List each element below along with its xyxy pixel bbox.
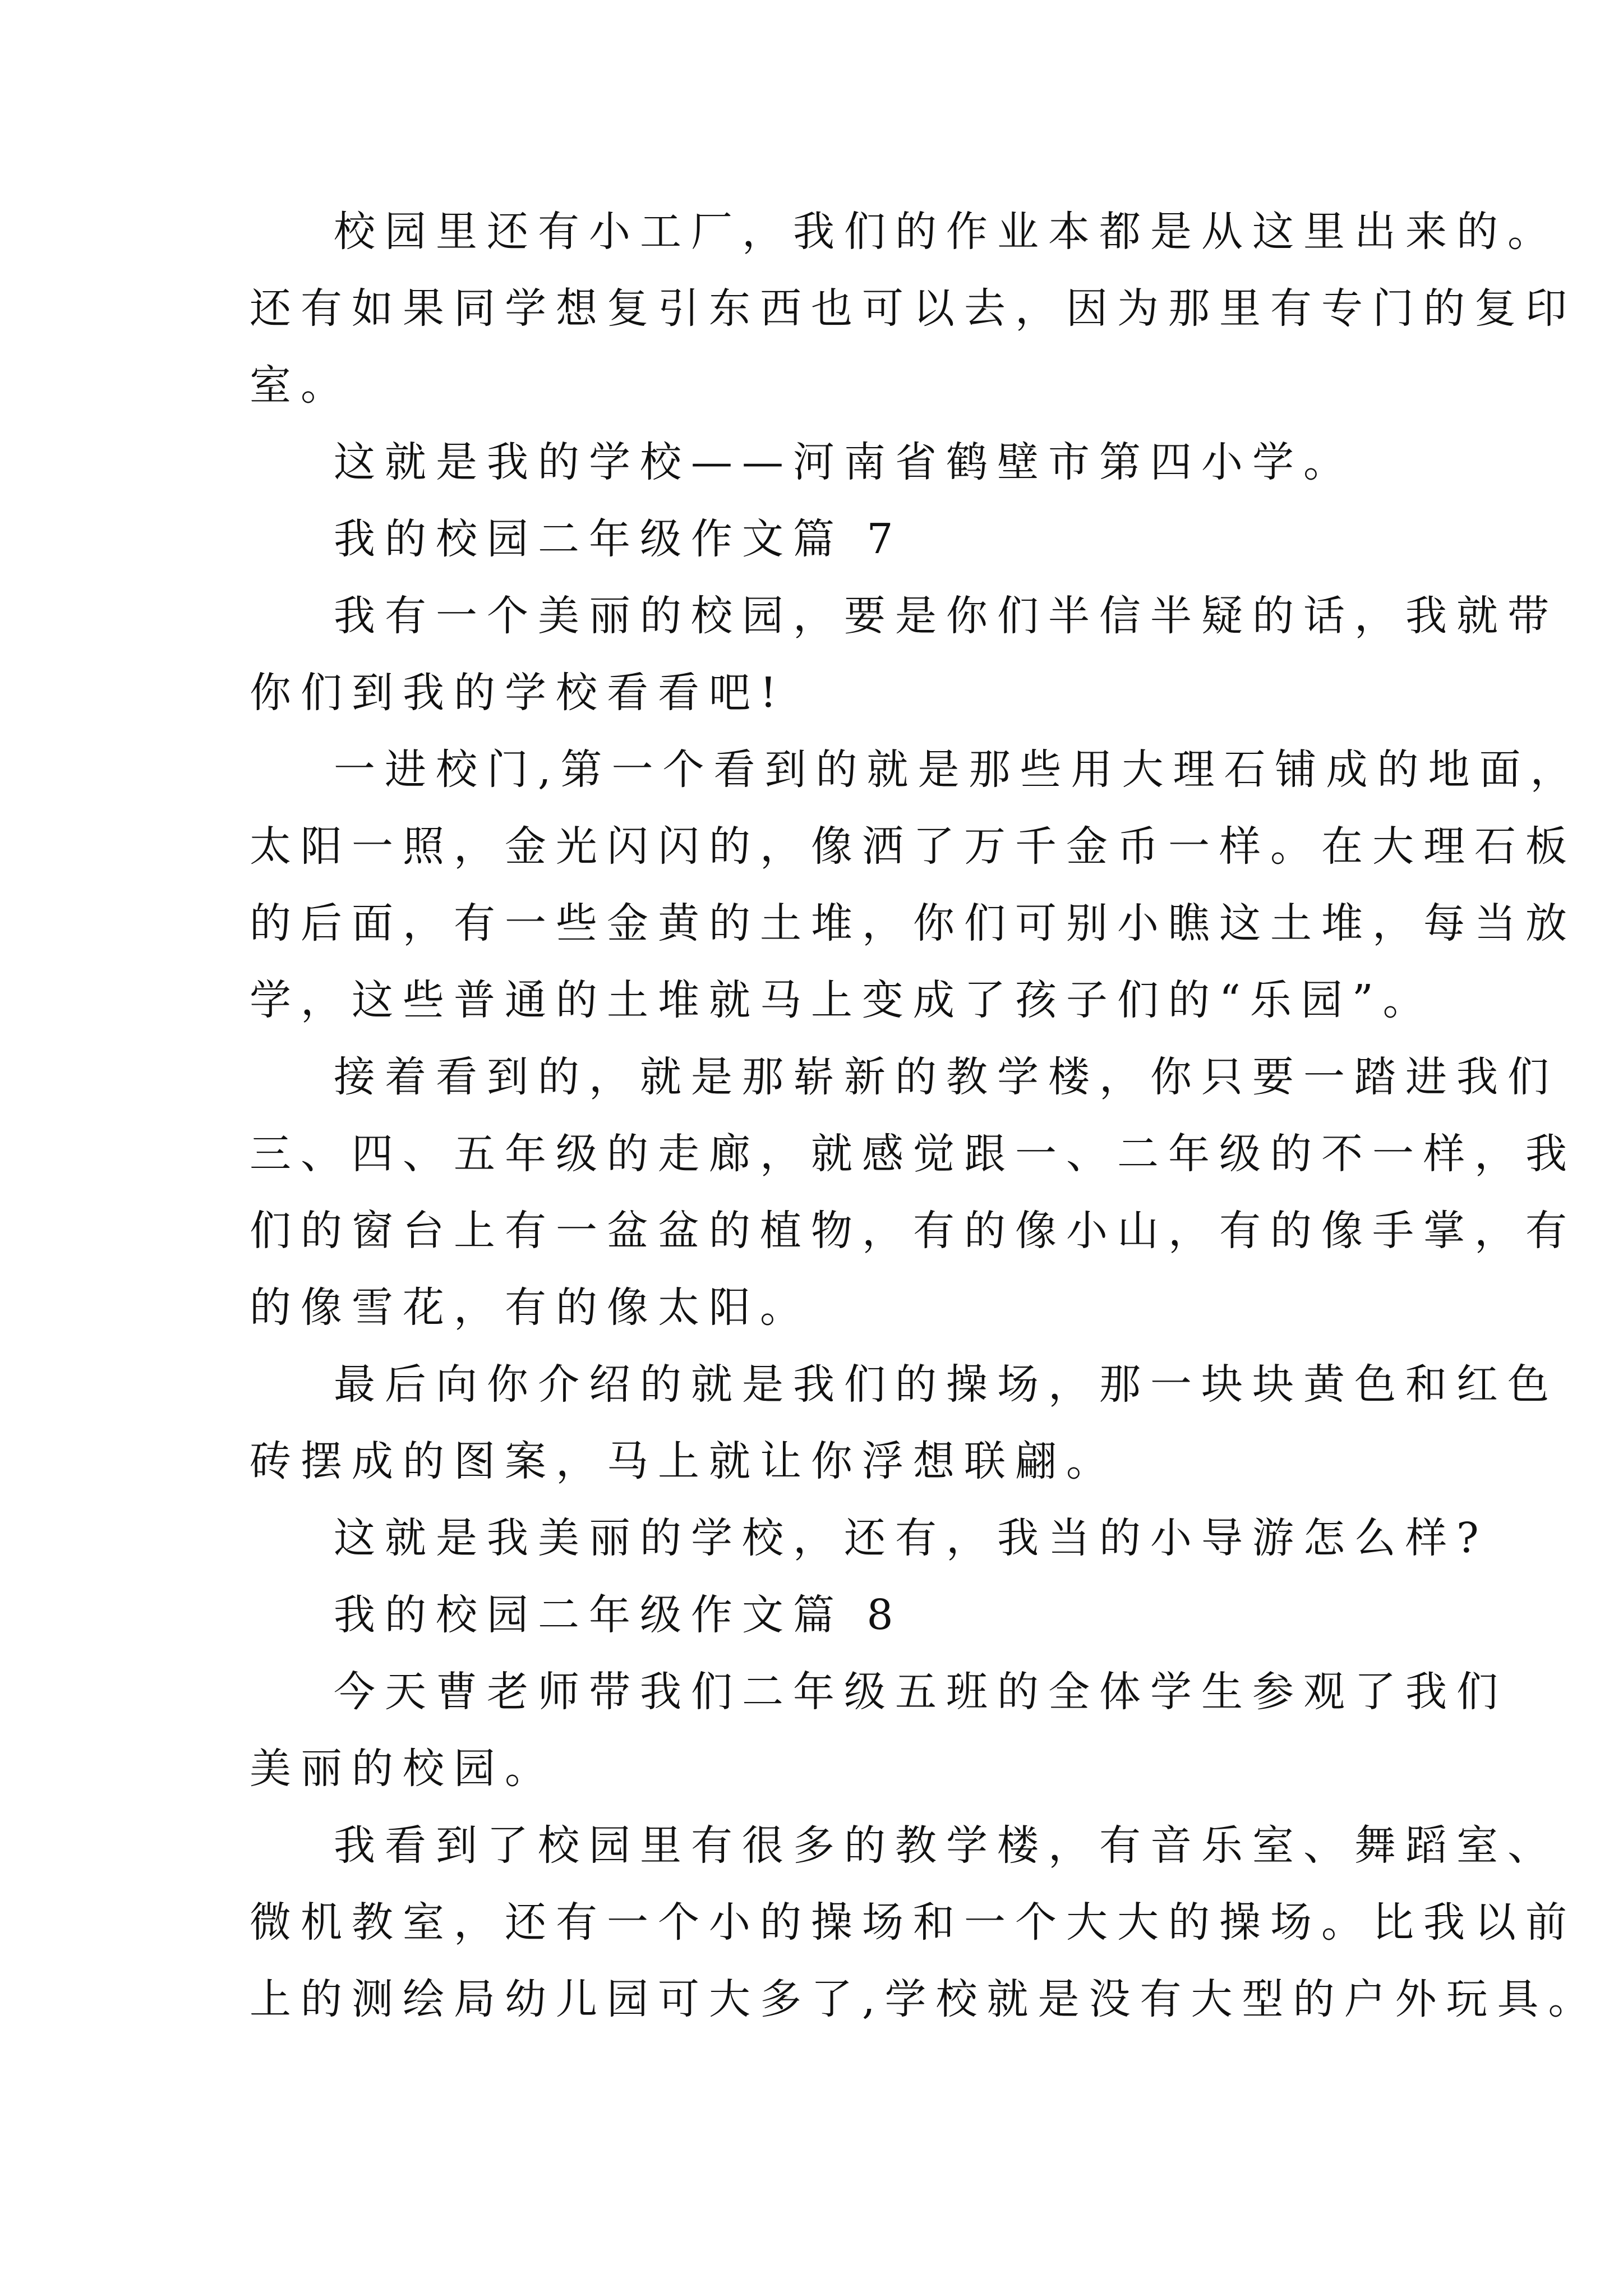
paragraph	[250, 731, 1581, 1039]
paragraph-line: 三、四、五年级的走廊，就感觉跟一、二年级的不一样，我	[250, 1130, 1576, 1178]
paragraph-line: 的后面，有一些金黄的土堆，你们可别小瞧这土堆，每当放	[250, 899, 1576, 947]
paragraph-line: 我有一个美丽的校园，要是你们半信半疑的话，我就带	[334, 592, 1559, 640]
paragraph-line: 还有如果同学想复引东西也可以去，因为那里有专门的复印	[250, 284, 1576, 333]
section-heading	[250, 1577, 1382, 1654]
paragraph-line: 们的窗台上有一盆盆的植物，有的像小山，有的像手掌，有	[250, 1207, 1576, 1255]
paragraph-line: 学，这些普通的土堆就马上变成了孩子们的“乐园”。	[250, 976, 1434, 1024]
paragraph-line: 校园里还有小工厂，我们的作业本都是从这里出来的。	[334, 208, 1559, 256]
paragraph	[250, 578, 1559, 731]
paragraph-line: 这就是我美丽的学校，还有，我当的小导游怎么样?	[334, 1514, 1488, 1562]
paragraph	[250, 194, 1576, 424]
paragraph-line: 上的测绘局幼儿园可大多了,学校就是没有大型的户外玩具。	[250, 1975, 1599, 2023]
paragraph	[250, 1654, 1507, 1807]
paragraph	[250, 1039, 1576, 1346]
paragraph	[250, 424, 1382, 501]
section-heading-text: 我的校园二年级作文篇 8	[334, 1591, 903, 1639]
paragraph-line: 你们到我的学校看看吧!	[250, 669, 786, 717]
paragraph-line: 今天曹老师带我们二年级五班的全体学生参观了我们	[334, 1668, 1507, 1716]
paragraph-line: 接着看到的，就是那崭新的教学楼，你只要一踏进我们	[334, 1053, 1559, 1101]
paragraph	[250, 1500, 1488, 1577]
paragraph-line: 美丽的校园。	[250, 1745, 556, 1793]
paragraph-line: 砖摆成的图案，马上就让你浮想联翩。	[250, 1437, 1117, 1485]
paragraph-line: 最后向你介绍的就是我们的操场，那一块块黄色和红色	[334, 1360, 1559, 1409]
paragraph	[250, 1346, 1559, 1500]
paragraph-line: 微机教室，还有一个小的操场和一个大大的操场。比我以前	[250, 1898, 1576, 1947]
paragraph-line: 的像雪花，有的像太阳。	[250, 1283, 811, 1332]
paragraph-line: 室。	[250, 361, 352, 409]
section-heading	[250, 501, 1382, 578]
paragraph	[250, 1807, 1599, 2038]
paragraph-line: 太阳一照，金光闪闪的，像洒了万千金币一样。在大理石板	[250, 822, 1576, 871]
section-heading-text: 我的校园二年级作文篇 7	[334, 515, 903, 563]
paragraph-line: 我看到了校园里有很多的教学楼，有音乐室、舞蹈室、	[334, 1821, 1559, 1870]
document-body	[250, 194, 1599, 2038]
paragraph-line: 一进校门,第一个看到的就是那些用大理石铺成的地面，	[334, 746, 1581, 794]
paragraph-line: 这就是我的学校——河南省鹤壁市第四小学。	[334, 438, 1354, 486]
